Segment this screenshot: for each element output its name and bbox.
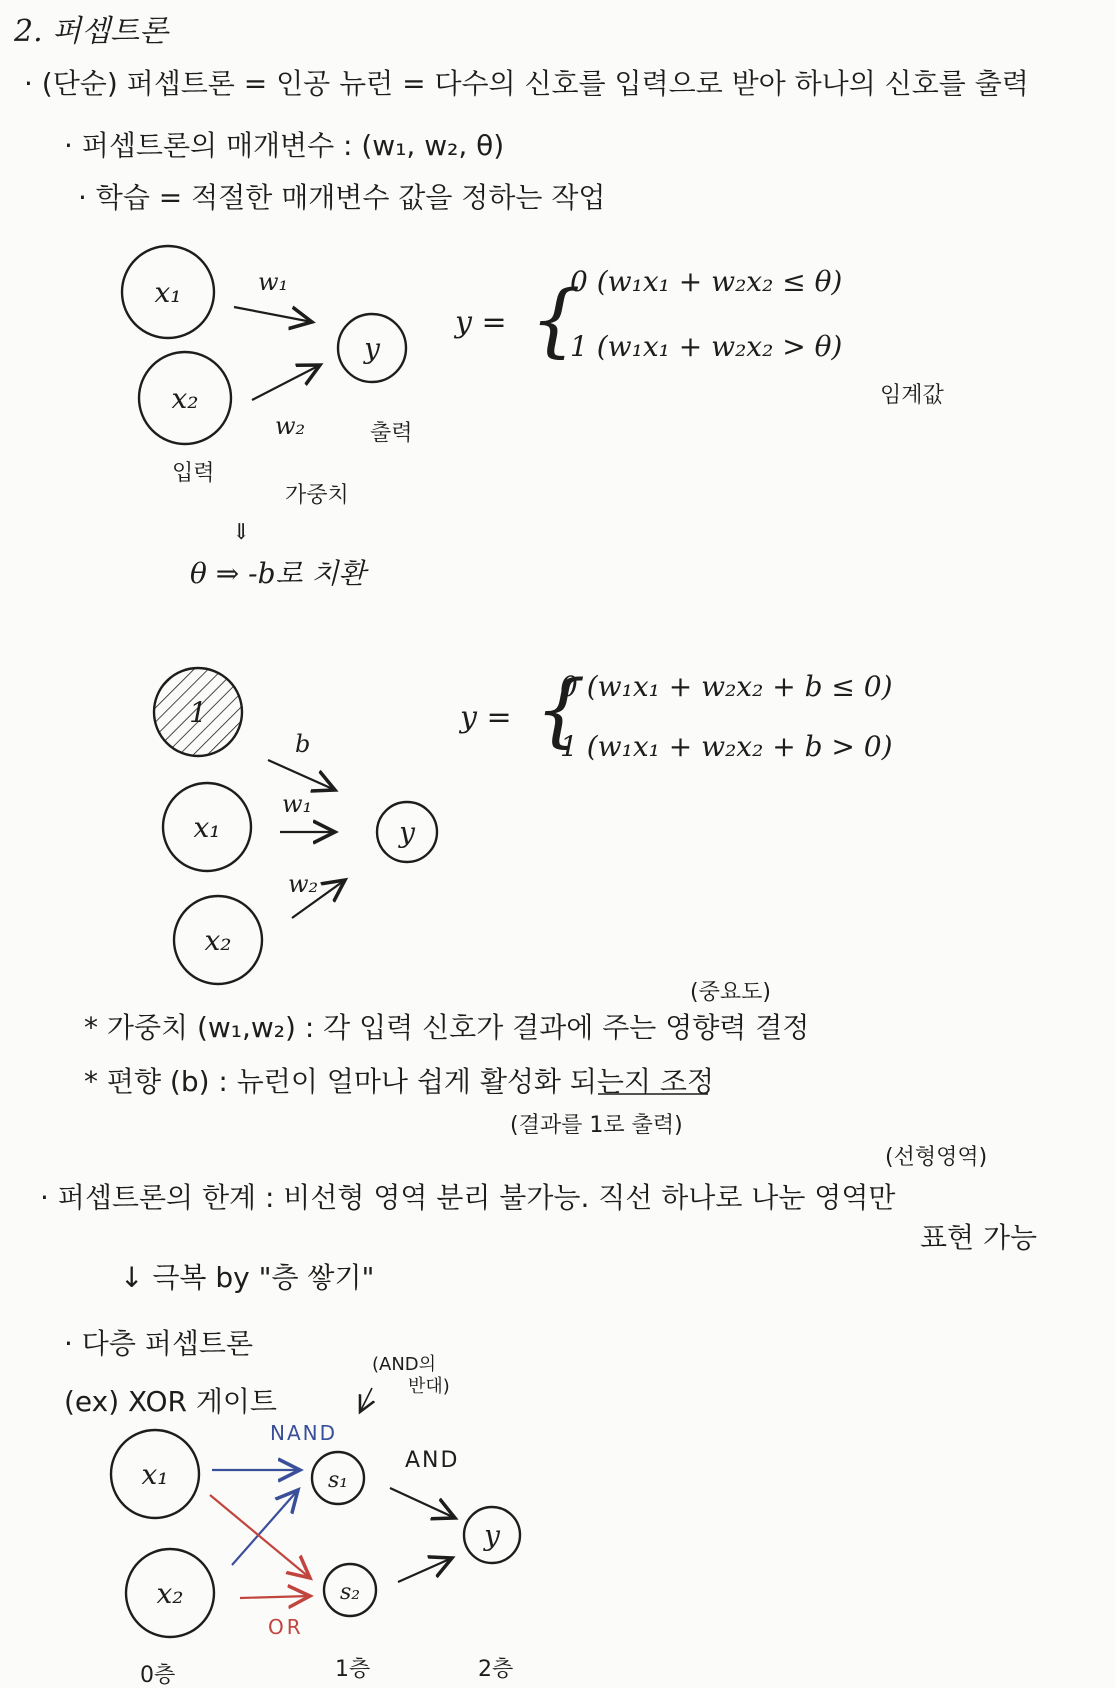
formula1-brace: { xyxy=(530,273,581,366)
edge-x1-s2 xyxy=(210,1495,310,1578)
formula2-case0: 0 (w₁x₁ + w₂x₂ + b ≤ 0) xyxy=(560,670,893,703)
edge-b-arrow xyxy=(268,760,335,790)
node-x1-label: x₁ xyxy=(141,1458,169,1491)
formula2-brace: { xyxy=(535,663,586,756)
bias-note: * 편향 (b) : 뉴런이 얼마나 쉽게 활성화 되는지 조정 xyxy=(84,1065,715,1098)
and-note-arrow xyxy=(360,1388,372,1412)
node-x2-label: x₂ xyxy=(204,924,232,957)
weight-label: 가중치 xyxy=(285,483,349,508)
node-x1-label: x₁ xyxy=(193,811,221,844)
down-arrow-icon: ⇓ xyxy=(232,520,251,545)
node-x1-label: x₁ xyxy=(154,276,182,309)
and-note-line2: 반대) xyxy=(408,1376,450,1397)
formula2-lhs: y = xyxy=(460,700,512,735)
limit-line-cont: 표현 가능 xyxy=(920,1221,1038,1254)
multilayer-heading: · 다층 퍼셉트론 xyxy=(64,1327,253,1360)
page-title: 2. 퍼셉트론 xyxy=(14,14,169,49)
substitution-line: θ ⇒ -b로 치환 xyxy=(190,557,366,590)
definition-line: · (단순) 퍼셉트론 = 인공 뉴런 = 다수의 신호를 입력으로 받아 하나의 신호를 출력 xyxy=(24,67,1029,100)
limit-line: · 퍼셉트론의 한계 : 비선형 영역 분리 불가능. 직선 하나로 나눈 영역만 xyxy=(40,1181,896,1214)
edge-w2-label: w₂ xyxy=(288,870,319,898)
node-y-label: y xyxy=(484,1519,500,1552)
params-line: · 퍼셉트론의 매개변수 : (w₁, w₂, θ) xyxy=(64,129,505,162)
overcome-line: ↓ 극복 by "층 쌓기" xyxy=(120,1261,375,1294)
diagram1 xyxy=(122,246,413,508)
node-x2-label: x₂ xyxy=(171,382,199,415)
nand-label: NAND xyxy=(270,1421,338,1445)
threshold-note: 임계값 xyxy=(880,383,944,408)
formula1-lhs: y = xyxy=(455,305,507,340)
node-y-label: y xyxy=(364,332,380,365)
edge-b-label: b xyxy=(295,730,311,758)
edge-w2-label: w₂ xyxy=(275,412,306,440)
diagram2 xyxy=(154,668,437,984)
limit-note-linear: (선형영역) xyxy=(885,1145,988,1170)
layer0-label: 0층 xyxy=(140,1663,176,1688)
edge-w1-arrow xyxy=(234,307,312,322)
or-label: OR xyxy=(268,1615,304,1639)
edge-x2-s2 xyxy=(240,1596,310,1598)
weight-note: * 가중치 (w₁,w₂) : 각 입력 신호가 결과에 주는 영향력 결정 xyxy=(84,1011,810,1044)
and-note-line1: (AND의 xyxy=(372,1354,437,1375)
edge-w2-arrow xyxy=(252,365,320,400)
layer2-label: 2층 xyxy=(478,1657,514,1682)
formula1-case1: 1 (w₁x₁ + w₂x₂ > θ) xyxy=(570,330,843,363)
edge-w1-label: w₁ xyxy=(258,268,289,296)
edge-s1-y xyxy=(390,1488,455,1518)
input-label: 입력 xyxy=(172,461,215,486)
edge-s2-y xyxy=(398,1558,452,1582)
formula2-case1: 1 (w₁x₁ + w₂x₂ + b > 0) xyxy=(560,730,893,763)
learning-line: · 학습 = 적절한 매개변수 값을 정하는 작업 xyxy=(78,181,606,214)
node-s1-label: s₁ xyxy=(327,1468,349,1493)
node-y-label: y xyxy=(399,816,415,849)
formula1-case0: 0 (w₁x₁ + w₂x₂ ≤ θ) xyxy=(570,265,843,298)
and-label: AND xyxy=(405,1448,460,1473)
layer1-label: 1층 xyxy=(335,1657,371,1682)
xor-diagram xyxy=(111,1388,520,1688)
edge-x2-s1 xyxy=(232,1490,298,1565)
weight-note-importance: (중요도) xyxy=(690,980,771,1005)
node-bias-label: 1 xyxy=(189,696,207,729)
node-x2-label: x₂ xyxy=(156,1577,184,1610)
output-label: 출력 xyxy=(370,421,413,446)
edge-w1-label: w₁ xyxy=(282,790,313,818)
bias-note-output: (결과를 1로 출력) xyxy=(510,1113,683,1138)
node-s2-label: s₂ xyxy=(339,1580,361,1605)
xor-example: (ex) XOR 게이트 xyxy=(64,1385,277,1418)
